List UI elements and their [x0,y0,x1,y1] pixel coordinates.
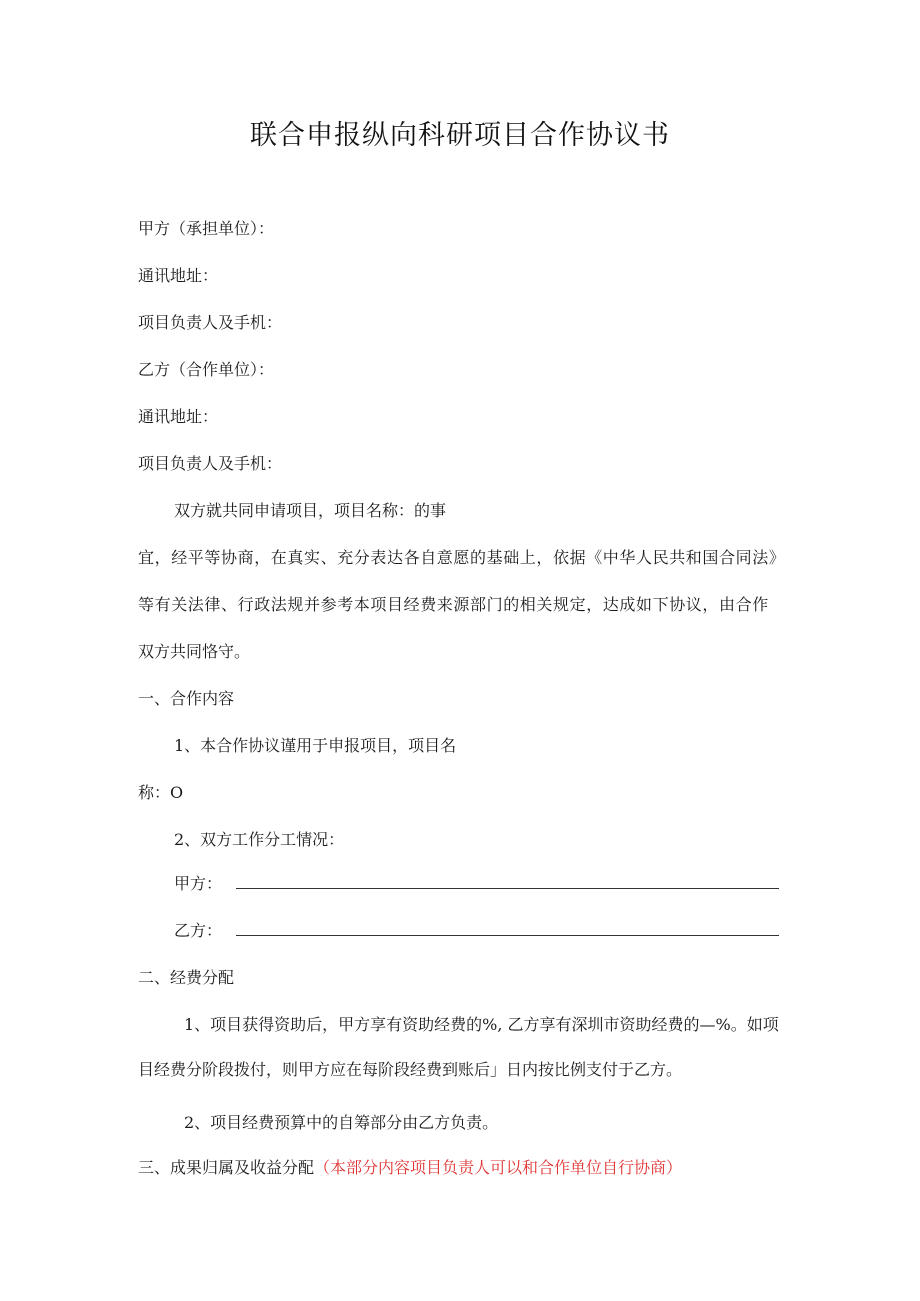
section-1-item-1-line-2: 称：O [138,783,184,802]
party-a-work-row [174,873,779,895]
document-title: 联合申报纵向科研项目合作协议书 [250,120,670,151]
party-b-work-blank[interactable] [236,921,779,936]
section-1-item-2: 2、双方工作分工情况： [174,830,345,849]
section-2-item-1-line-2: 目经费分阶段拨付，则甲方应在每阶段经费到账后」日内按比例支付于乙方。 [138,1060,683,1079]
intro-paragraph-line-3: 等有关法律、行政法规并参考本项目经费来源部门的相关规定，达成如下协议，由合作 [138,595,769,614]
section-1-heading: 一、合作内容 [138,689,235,708]
party-a-label: 甲方（承担单位）： [138,219,275,238]
party-a-work-blank[interactable] [236,874,779,889]
intro-paragraph-line-2: 宜，经平等协商，在真实、充分表达各自意愿的基础上，依据《中华人民共和国合同法》 [138,548,786,567]
party-a-address: 通讯地址： [138,266,219,285]
section-2-item-2: 2、项目经费预算中的自筹部分由乙方负责。 [184,1113,499,1132]
section-3-heading-row [138,1157,682,1179]
party-b-label: 乙方（合作单位）： [138,360,275,379]
party-a-work-label: 甲方： [174,874,223,893]
section-2-heading: 二、经费分配 [138,968,235,987]
party-b-work-label: 乙方： [174,921,223,940]
intro-paragraph-line-1: 双方就共同申请项目，项目名称：的事 [174,501,447,520]
section-1-item-1-line-1: 1、本合作协议谨用于申报项目，项目名 [174,736,457,755]
party-b-work-row [174,920,779,942]
party-b-leader: 项目负责人及手机： [138,454,283,473]
party-a-leader: 项目负责人及手机： [138,313,283,332]
intro-paragraph-line-4: 双方共同恪守。 [138,642,251,661]
section-3-heading: 三、成果归属及收益分配 [138,1158,315,1177]
section-3-note: （本部分内容项目负责人可以和合作单位自行协商） [314,1158,683,1177]
section-2-item-1-line-1: 1、项目获得资助后，甲方享有资助经费的%, 乙方享有深圳市资助经费的—%。如项 [184,1015,779,1034]
party-b-address: 通讯地址： [138,407,219,426]
